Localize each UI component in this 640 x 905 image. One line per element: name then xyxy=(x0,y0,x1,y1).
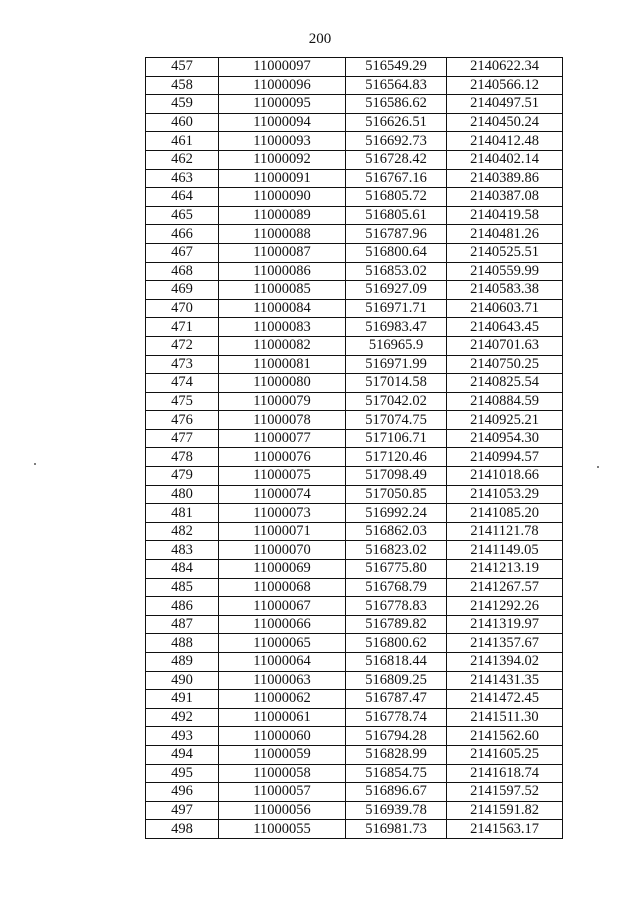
row-number-cell: 489 xyxy=(146,653,219,672)
row-number-cell: 496 xyxy=(146,783,219,802)
y-coordinate-cell: 2141394.02 xyxy=(447,653,563,672)
table-row xyxy=(146,243,563,262)
row-number-cell: 479 xyxy=(146,467,219,486)
table-row xyxy=(146,95,563,114)
point-id-cell: 11000066 xyxy=(219,615,346,634)
row-number-cell: 486 xyxy=(146,597,219,616)
row-number-cell: 480 xyxy=(146,485,219,504)
point-id-cell: 11000062 xyxy=(219,690,346,709)
table-row xyxy=(146,820,563,839)
y-coordinate-cell: 2141292.26 xyxy=(447,597,563,616)
point-id-cell: 11000061 xyxy=(219,708,346,727)
x-coordinate-cell: 516896.67 xyxy=(346,783,447,802)
scan-speck xyxy=(34,463,36,465)
row-number-cell: 460 xyxy=(146,113,219,132)
table-row xyxy=(146,113,563,132)
point-id-cell: 11000074 xyxy=(219,485,346,504)
point-id-cell: 11000071 xyxy=(219,522,346,541)
x-coordinate-cell: 516778.83 xyxy=(346,597,447,616)
x-coordinate-cell: 516800.64 xyxy=(346,243,447,262)
scan-speck xyxy=(597,466,599,468)
point-id-cell: 11000092 xyxy=(219,150,346,169)
point-id-cell: 11000079 xyxy=(219,392,346,411)
x-coordinate-cell: 516853.02 xyxy=(346,262,447,281)
x-coordinate-cell: 516800.62 xyxy=(346,634,447,653)
table-row xyxy=(146,206,563,225)
row-number-cell: 477 xyxy=(146,429,219,448)
table-row xyxy=(146,690,563,709)
x-coordinate-cell: 517098.49 xyxy=(346,467,447,486)
row-number-cell: 481 xyxy=(146,504,219,523)
point-id-cell: 11000096 xyxy=(219,76,346,95)
point-id-cell: 11000055 xyxy=(219,820,346,839)
table-row xyxy=(146,764,563,783)
y-coordinate-cell: 2140750.25 xyxy=(447,355,563,374)
table-row xyxy=(146,262,563,281)
table-row xyxy=(146,467,563,486)
row-number-cell: 473 xyxy=(146,355,219,374)
point-id-cell: 11000091 xyxy=(219,169,346,188)
x-coordinate-cell: 517014.58 xyxy=(346,374,447,393)
y-coordinate-cell: 2140450.24 xyxy=(447,113,563,132)
table-row xyxy=(146,708,563,727)
x-coordinate-cell: 516965.9 xyxy=(346,336,447,355)
x-coordinate-cell: 516787.96 xyxy=(346,225,447,244)
x-coordinate-cell: 516794.28 xyxy=(346,727,447,746)
row-number-cell: 465 xyxy=(146,206,219,225)
x-coordinate-cell: 516768.79 xyxy=(346,578,447,597)
row-number-cell: 469 xyxy=(146,281,219,300)
point-id-cell: 11000077 xyxy=(219,429,346,448)
x-coordinate-cell: 516775.80 xyxy=(346,560,447,579)
x-coordinate-cell: 516692.73 xyxy=(346,132,447,151)
y-coordinate-cell: 2140481.26 xyxy=(447,225,563,244)
y-coordinate-cell: 2141053.29 xyxy=(447,485,563,504)
row-number-cell: 484 xyxy=(146,560,219,579)
point-id-cell: 11000081 xyxy=(219,355,346,374)
point-id-cell: 11000069 xyxy=(219,560,346,579)
x-coordinate-cell: 516809.25 xyxy=(346,671,447,690)
point-id-cell: 11000085 xyxy=(219,281,346,300)
row-number-cell: 478 xyxy=(146,448,219,467)
table-row xyxy=(146,299,563,318)
x-coordinate-cell: 517074.75 xyxy=(346,411,447,430)
row-number-cell: 488 xyxy=(146,634,219,653)
row-number-cell: 468 xyxy=(146,262,219,281)
row-number-cell: 459 xyxy=(146,95,219,114)
table-row xyxy=(146,411,563,430)
point-id-cell: 11000063 xyxy=(219,671,346,690)
point-id-cell: 11000073 xyxy=(219,504,346,523)
x-coordinate-cell: 516823.02 xyxy=(346,541,447,560)
row-number-cell: 475 xyxy=(146,392,219,411)
row-number-cell: 462 xyxy=(146,150,219,169)
x-coordinate-cell: 517042.02 xyxy=(346,392,447,411)
point-id-cell: 11000060 xyxy=(219,727,346,746)
table-row xyxy=(146,560,563,579)
x-coordinate-cell: 516626.51 xyxy=(346,113,447,132)
y-coordinate-cell: 2141213.19 xyxy=(447,560,563,579)
y-coordinate-cell: 2141562.60 xyxy=(447,727,563,746)
row-number-cell: 461 xyxy=(146,132,219,151)
point-id-cell: 11000090 xyxy=(219,188,346,207)
row-number-cell: 458 xyxy=(146,76,219,95)
table-row xyxy=(146,615,563,634)
x-coordinate-cell: 516828.99 xyxy=(346,745,447,764)
row-number-cell: 457 xyxy=(146,58,219,77)
row-number-cell: 476 xyxy=(146,411,219,430)
y-coordinate-cell: 2140994.57 xyxy=(447,448,563,467)
x-coordinate-cell: 516854.75 xyxy=(346,764,447,783)
point-id-cell: 11000070 xyxy=(219,541,346,560)
y-coordinate-cell: 2141319.97 xyxy=(447,615,563,634)
row-number-cell: 463 xyxy=(146,169,219,188)
table-row xyxy=(146,541,563,560)
y-coordinate-cell: 2141618.74 xyxy=(447,764,563,783)
x-coordinate-cell: 516805.72 xyxy=(346,188,447,207)
point-id-cell: 11000065 xyxy=(219,634,346,653)
y-coordinate-cell: 2140583.38 xyxy=(447,281,563,300)
table-row xyxy=(146,150,563,169)
table-row xyxy=(146,504,563,523)
y-coordinate-cell: 2140402.14 xyxy=(447,150,563,169)
y-coordinate-cell: 2141018.66 xyxy=(447,467,563,486)
point-id-cell: 11000064 xyxy=(219,653,346,672)
table-row xyxy=(146,448,563,467)
x-coordinate-cell: 516586.62 xyxy=(346,95,447,114)
y-coordinate-cell: 2140701.63 xyxy=(447,336,563,355)
point-id-cell: 11000057 xyxy=(219,783,346,802)
coordinates-table xyxy=(145,57,563,839)
y-coordinate-cell: 2141591.82 xyxy=(447,801,563,820)
y-coordinate-cell: 2141511.30 xyxy=(447,708,563,727)
y-coordinate-cell: 2140387.08 xyxy=(447,188,563,207)
y-coordinate-cell: 2140954.30 xyxy=(447,429,563,448)
point-id-cell: 11000075 xyxy=(219,467,346,486)
y-coordinate-cell: 2141597.52 xyxy=(447,783,563,802)
table-row xyxy=(146,318,563,337)
point-id-cell: 11000080 xyxy=(219,374,346,393)
table-row xyxy=(146,522,563,541)
row-number-cell: 472 xyxy=(146,336,219,355)
y-coordinate-cell: 2140389.86 xyxy=(447,169,563,188)
row-number-cell: 485 xyxy=(146,578,219,597)
y-coordinate-cell: 2140525.51 xyxy=(447,243,563,262)
x-coordinate-cell: 517106.71 xyxy=(346,429,447,448)
x-coordinate-cell: 517050.85 xyxy=(346,485,447,504)
point-id-cell: 11000094 xyxy=(219,113,346,132)
x-coordinate-cell: 516927.09 xyxy=(346,281,447,300)
table-row xyxy=(146,578,563,597)
y-coordinate-cell: 2141085.20 xyxy=(447,504,563,523)
x-coordinate-cell: 516992.24 xyxy=(346,504,447,523)
table-row xyxy=(146,783,563,802)
table-row xyxy=(146,671,563,690)
row-number-cell: 492 xyxy=(146,708,219,727)
y-coordinate-cell: 2141605.25 xyxy=(447,745,563,764)
point-id-cell: 11000067 xyxy=(219,597,346,616)
y-coordinate-cell: 2140825.54 xyxy=(447,374,563,393)
table-row xyxy=(146,188,563,207)
table-row xyxy=(146,169,563,188)
table-row xyxy=(146,597,563,616)
row-number-cell: 471 xyxy=(146,318,219,337)
table-row xyxy=(146,58,563,77)
point-id-cell: 11000059 xyxy=(219,745,346,764)
y-coordinate-cell: 2140603.71 xyxy=(447,299,563,318)
x-coordinate-cell: 516983.47 xyxy=(346,318,447,337)
y-coordinate-cell: 2140497.51 xyxy=(447,95,563,114)
x-coordinate-cell: 516818.44 xyxy=(346,653,447,672)
y-coordinate-cell: 2140412.48 xyxy=(447,132,563,151)
point-id-cell: 11000086 xyxy=(219,262,346,281)
y-coordinate-cell: 2140559.99 xyxy=(447,262,563,281)
x-coordinate-cell: 516789.82 xyxy=(346,615,447,634)
table-body xyxy=(146,58,563,839)
y-coordinate-cell: 2141121.78 xyxy=(447,522,563,541)
page-number: 200 xyxy=(308,31,332,47)
x-coordinate-cell: 516939.78 xyxy=(346,801,447,820)
row-number-cell: 498 xyxy=(146,820,219,839)
point-id-cell: 11000089 xyxy=(219,206,346,225)
row-number-cell: 466 xyxy=(146,225,219,244)
x-coordinate-cell: 516778.74 xyxy=(346,708,447,727)
point-id-cell: 11000095 xyxy=(219,95,346,114)
y-coordinate-cell: 2140566.12 xyxy=(447,76,563,95)
x-coordinate-cell: 516564.83 xyxy=(346,76,447,95)
table-row xyxy=(146,132,563,151)
table-row xyxy=(146,485,563,504)
row-number-cell: 495 xyxy=(146,764,219,783)
y-coordinate-cell: 2141357.67 xyxy=(447,634,563,653)
y-coordinate-cell: 2141267.57 xyxy=(447,578,563,597)
table-row xyxy=(146,429,563,448)
y-coordinate-cell: 2141563.17 xyxy=(447,820,563,839)
row-number-cell: 464 xyxy=(146,188,219,207)
row-number-cell: 497 xyxy=(146,801,219,820)
y-coordinate-cell: 2141472.45 xyxy=(447,690,563,709)
row-number-cell: 474 xyxy=(146,374,219,393)
x-coordinate-cell: 516767.16 xyxy=(346,169,447,188)
point-id-cell: 11000058 xyxy=(219,764,346,783)
x-coordinate-cell: 516805.61 xyxy=(346,206,447,225)
x-coordinate-cell: 516981.73 xyxy=(346,820,447,839)
point-id-cell: 11000056 xyxy=(219,801,346,820)
row-number-cell: 493 xyxy=(146,727,219,746)
y-coordinate-cell: 2140622.34 xyxy=(447,58,563,77)
y-coordinate-cell: 2140419.58 xyxy=(447,206,563,225)
row-number-cell: 470 xyxy=(146,299,219,318)
y-coordinate-cell: 2141149.05 xyxy=(447,541,563,560)
table-row xyxy=(146,392,563,411)
y-coordinate-cell: 2140925.21 xyxy=(447,411,563,430)
point-id-cell: 11000084 xyxy=(219,299,346,318)
table-row xyxy=(146,634,563,653)
point-id-cell: 11000088 xyxy=(219,225,346,244)
x-coordinate-cell: 516787.47 xyxy=(346,690,447,709)
y-coordinate-cell: 2141431.35 xyxy=(447,671,563,690)
x-coordinate-cell: 516862.03 xyxy=(346,522,447,541)
table-row xyxy=(146,355,563,374)
y-coordinate-cell: 2140643.45 xyxy=(447,318,563,337)
x-coordinate-cell: 516728.42 xyxy=(346,150,447,169)
row-number-cell: 487 xyxy=(146,615,219,634)
x-coordinate-cell: 516971.99 xyxy=(346,355,447,374)
point-id-cell: 11000087 xyxy=(219,243,346,262)
x-coordinate-cell: 516549.29 xyxy=(346,58,447,77)
row-number-cell: 490 xyxy=(146,671,219,690)
point-id-cell: 11000097 xyxy=(219,58,346,77)
table-row xyxy=(146,374,563,393)
row-number-cell: 483 xyxy=(146,541,219,560)
table-row xyxy=(146,76,563,95)
y-coordinate-cell: 2140884.59 xyxy=(447,392,563,411)
table-row xyxy=(146,745,563,764)
table-row xyxy=(146,653,563,672)
table-row xyxy=(146,801,563,820)
row-number-cell: 482 xyxy=(146,522,219,541)
row-number-cell: 494 xyxy=(146,745,219,764)
x-coordinate-cell: 517120.46 xyxy=(346,448,447,467)
point-id-cell: 11000068 xyxy=(219,578,346,597)
row-number-cell: 491 xyxy=(146,690,219,709)
point-id-cell: 11000093 xyxy=(219,132,346,151)
point-id-cell: 11000082 xyxy=(219,336,346,355)
point-id-cell: 11000076 xyxy=(219,448,346,467)
row-number-cell: 467 xyxy=(146,243,219,262)
table-row xyxy=(146,336,563,355)
table-row xyxy=(146,225,563,244)
table-row xyxy=(146,281,563,300)
point-id-cell: 11000083 xyxy=(219,318,346,337)
point-id-cell: 11000078 xyxy=(219,411,346,430)
table-row xyxy=(146,727,563,746)
x-coordinate-cell: 516971.71 xyxy=(346,299,447,318)
